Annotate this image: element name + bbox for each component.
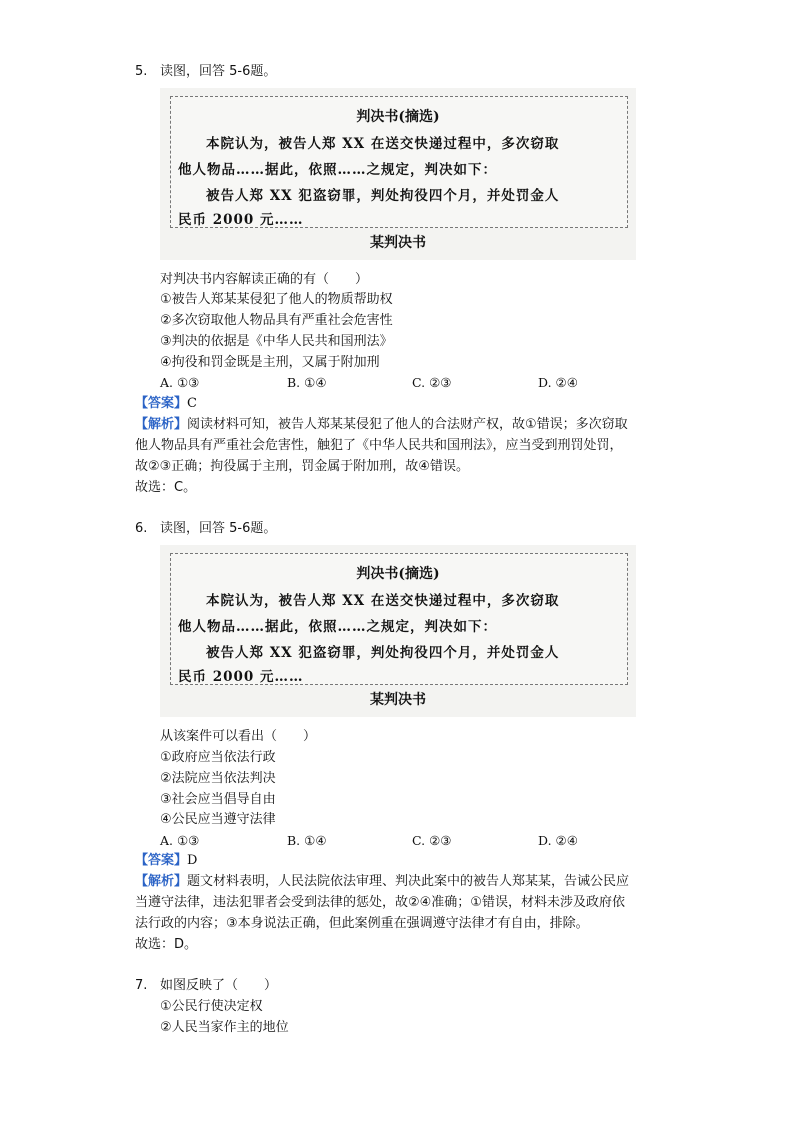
statement-item: ④公民应当遵守法律 <box>160 812 276 827</box>
judgment-line: 被告人郑 XX 犯盗窃罪，判处拘役四个月，并处罚金人 <box>206 645 560 661</box>
statement-item: ①公民行使决定权 <box>160 999 263 1014</box>
statement-item: ①政府应当依法行政 <box>160 750 276 765</box>
statement-item: ③判决的依据是《中华人民共和国刑法》 <box>160 334 393 349</box>
question-stem: 如图反映了（ ） <box>160 978 278 993</box>
answer-line <box>135 851 197 871</box>
analysis-text: 他人物品具有严重社会危害性，触犯了《中华人民共和国刑法》，应当受到刑罚处罚， <box>135 438 623 453</box>
analysis-line <box>135 415 628 435</box>
judgment-line: 他人物品……据此，依照……之规定，判决如下： <box>178 619 497 635</box>
option-a: A. ①③ <box>160 833 200 848</box>
option-c: C. ②③ <box>412 833 452 848</box>
answer-label: 【答案】 <box>135 396 188 411</box>
question-stem: 读图，回答 5-6题。 <box>160 64 277 79</box>
judgment-line: 他人物品……据此，依照……之规定，判决如下： <box>178 162 497 178</box>
question-stem: 读图，回答 5-6题。 <box>160 521 277 536</box>
question-text: 从该案件可以看出（ ） <box>160 729 317 744</box>
analysis-label: 【解析】 <box>135 417 188 432</box>
judgment-line: 民币 2000 元…… <box>178 669 304 685</box>
judgment-line: 民币 2000 元…… <box>178 212 304 228</box>
judgment-line: 本院认为，被告人郑 XX 在送交快递过程中，多次窃取 <box>206 136 560 152</box>
conclusion: 故选：C。 <box>135 480 197 495</box>
question-text: 对判决书内容解读正确的有（ ） <box>160 272 369 287</box>
figure-caption: 某判决书 <box>370 235 426 251</box>
answer-label: 【答案】 <box>135 853 188 868</box>
statement-item: ④拘役和罚金既是主刑，又属于附加刑 <box>160 355 380 370</box>
statement-item: ②法院应当依法判决 <box>160 771 276 786</box>
option-c: C. ②③ <box>412 375 452 390</box>
question-number: 7. <box>135 978 148 993</box>
figure-caption: 某判决书 <box>370 692 426 708</box>
option-d: D. ②④ <box>538 833 578 848</box>
judgment-title: 判决书(摘选) <box>356 109 440 125</box>
answer-value: D <box>187 853 198 868</box>
answer-value: C <box>187 396 197 411</box>
option-b: B. ①④ <box>287 833 327 848</box>
judgment-figure <box>160 88 636 260</box>
analysis-text: 当遵守法律，违法犯罪者会受到法律的惩处，故②④准确；①错误，材料未涉及政府依 <box>135 895 625 910</box>
option-d: D. ②④ <box>538 375 578 390</box>
judgment-figure <box>160 545 636 717</box>
analysis-text: 故②③正确；拘役属于主刑，罚金属于附加刑，故④错误。 <box>135 459 469 474</box>
conclusion: 故选：D。 <box>135 937 198 952</box>
statement-item: ②人民当家作主的地位 <box>160 1020 289 1035</box>
statement-item: ③社会应当倡导自由 <box>160 792 276 807</box>
answer-line <box>135 394 197 414</box>
statement-item: ②多次窃取他人物品具有严重社会危害性 <box>160 313 393 328</box>
analysis-text: 阅读材料可知，被告人郑某某侵犯了他人的合法财产权，故①错误；多次窃取 <box>187 417 628 432</box>
question-number: 6. <box>135 521 148 536</box>
option-a: A. ①③ <box>160 375 200 390</box>
analysis-line <box>135 872 629 892</box>
analysis-text: 法行政的内容；③本身说法正确，但此案例重在强调遵守法律才有自由，排除。 <box>135 916 589 931</box>
analysis-label: 【解析】 <box>135 874 188 889</box>
option-b: B. ①④ <box>287 375 327 390</box>
judgment-title: 判决书(摘选) <box>356 566 440 582</box>
question-number: 5. <box>135 64 148 79</box>
statement-item: ①被告人郑某某侵犯了他人的物质帮助权 <box>160 292 393 307</box>
analysis-text: 题文材料表明，人民法院依法审理、判决此案中的被告人郑某某，告诫公民应 <box>187 874 630 889</box>
judgment-line: 被告人郑 XX 犯盗窃罪，判处拘役四个月，并处罚金人 <box>206 188 560 204</box>
judgment-line: 本院认为，被告人郑 XX 在送交快递过程中，多次窃取 <box>206 593 560 609</box>
